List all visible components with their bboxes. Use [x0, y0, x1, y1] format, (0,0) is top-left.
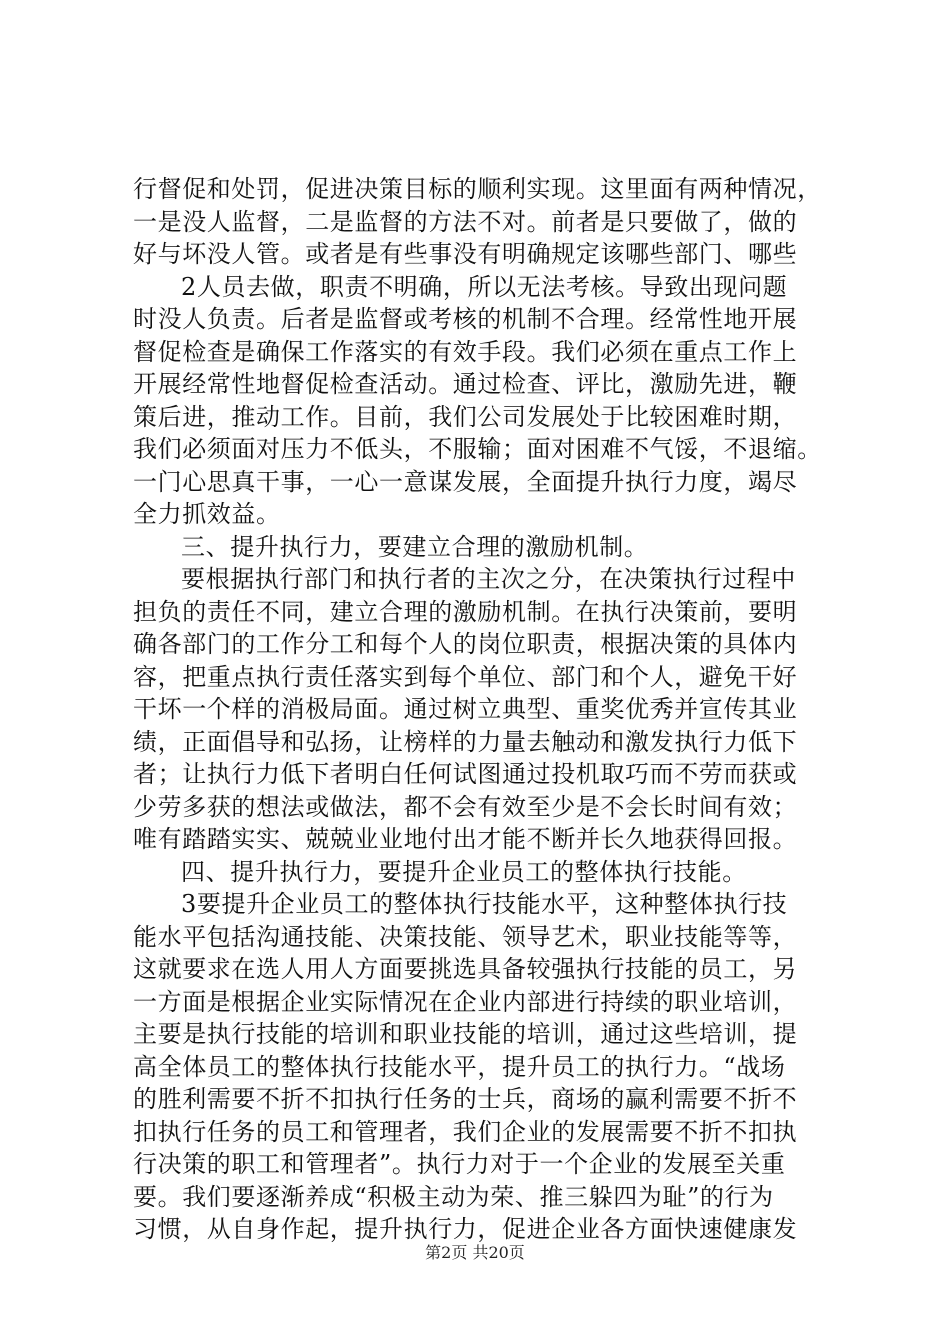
- text-line: 少劳多获的想法或做法，都不会有效至少是不会长时间有效；: [133, 792, 798, 821]
- text-line: 确各部门的工作分工和每个人的岗位职责，根据决策的具体内: [133, 630, 798, 658]
- text-line: 开展经常性地督促检查活动。通过检查、评比，激励先进，鞭: [133, 370, 798, 398]
- text-line: 一是没人监督，二是监督的方法不对。前者是只要做了，做的: [133, 207, 798, 236]
- text-line: 的胜利需要不折不扣执行任务的士兵，商场的赢利需要不折不: [133, 1085, 798, 1113]
- text-line: 时没人负责。后者是监督或考核的机制不合理。经常性地开展: [133, 305, 798, 333]
- text-line: 绩，正面倡导和弘扬，让榜样的力量去触动和激发执行力低下: [133, 727, 798, 756]
- page-footer: 第2页 共20页: [425, 1243, 525, 1262]
- text-line: 我们必须面对压力不低头，不服输；面对困难不气馁，不退缩。: [133, 435, 822, 463]
- text-line: 2人员去做，职责不明确，所以无法考核。导致出现问题: [181, 272, 788, 301]
- text-line: 行督促和处罚，促进决策目标的顺利实现。这里面有两种情况，: [133, 175, 822, 203]
- text-line: 担负的责任不同，建立合理的激励机制。在执行决策前，要明: [133, 597, 798, 626]
- text-line: 干坏一个样的消极局面。通过树立典型、重奖优秀并宣传其业: [133, 695, 798, 723]
- text-line: 者；让执行力低下者明白任何试图通过投机取巧而不劳而获或: [133, 760, 798, 788]
- text-line: 能水平包括沟通技能、决策技能、领导艺术，职业技能等等，: [133, 922, 798, 951]
- text-line: 要根据执行部门和执行者的主次之分，在决策执行过程中: [181, 565, 796, 593]
- text-line: 行决策的职工和管理者”。执行力对于一个企业的发展至关重: [133, 1150, 786, 1178]
- text-line: 习惯，从自身作起，提升执行力，促进企业各方面快速健康发: [133, 1215, 798, 1243]
- text-line: 督促检查是确保工作落实的有效手段。我们必须在重点工作上: [133, 337, 798, 366]
- text-line: 好与坏没人管。或者是有些事没有明确规定该哪些部门、哪些: [133, 240, 798, 268]
- text-line: 这就要求在选人用人方面要挑选具备较强执行技能的员工，另: [133, 955, 798, 983]
- text-line: 一方面是根据企业实际情况在企业内部进行持续的职业培训，: [133, 987, 798, 1016]
- text-line: 四、提升执行力，要提升企业员工的整体执行技能。: [181, 857, 747, 886]
- text-line: 唯有踏踏实实、兢兢业业地付出才能不断并长久地获得回报。: [133, 825, 798, 853]
- text-line: 容，把重点执行责任落实到每个单位、部门和个人，避免干好: [133, 662, 798, 691]
- body-text: [133, 173, 823, 1246]
- text-line: 扣执行任务的员工和管理者，我们企业的发展需要不折不扣执: [133, 1117, 798, 1146]
- text-line: 高全体员工的整体执行技能水平，提升员工的执行力。“战场: [133, 1052, 786, 1081]
- text-line: 一门心思真干事，一心一意谋发展，全面提升执行力度，竭尽: [133, 467, 798, 496]
- text-line: 策后进，推动工作。目前，我们公司发展处于比较困难时期，: [133, 402, 798, 431]
- text-line: 全力抓效益。: [133, 500, 281, 528]
- text-line: 要。我们要逐渐养成“积极主动为荣、推三躲四为耻”的行为: [133, 1182, 774, 1211]
- text-line: 主要是执行技能的培训和职业技能的培训，通过这些培训，提: [133, 1020, 798, 1048]
- text-line: 3要提升企业员工的整体执行技能水平，这种整体执行技: [181, 890, 788, 918]
- text-line: 三、提升执行力，要建立合理的激励机制。: [181, 532, 649, 561]
